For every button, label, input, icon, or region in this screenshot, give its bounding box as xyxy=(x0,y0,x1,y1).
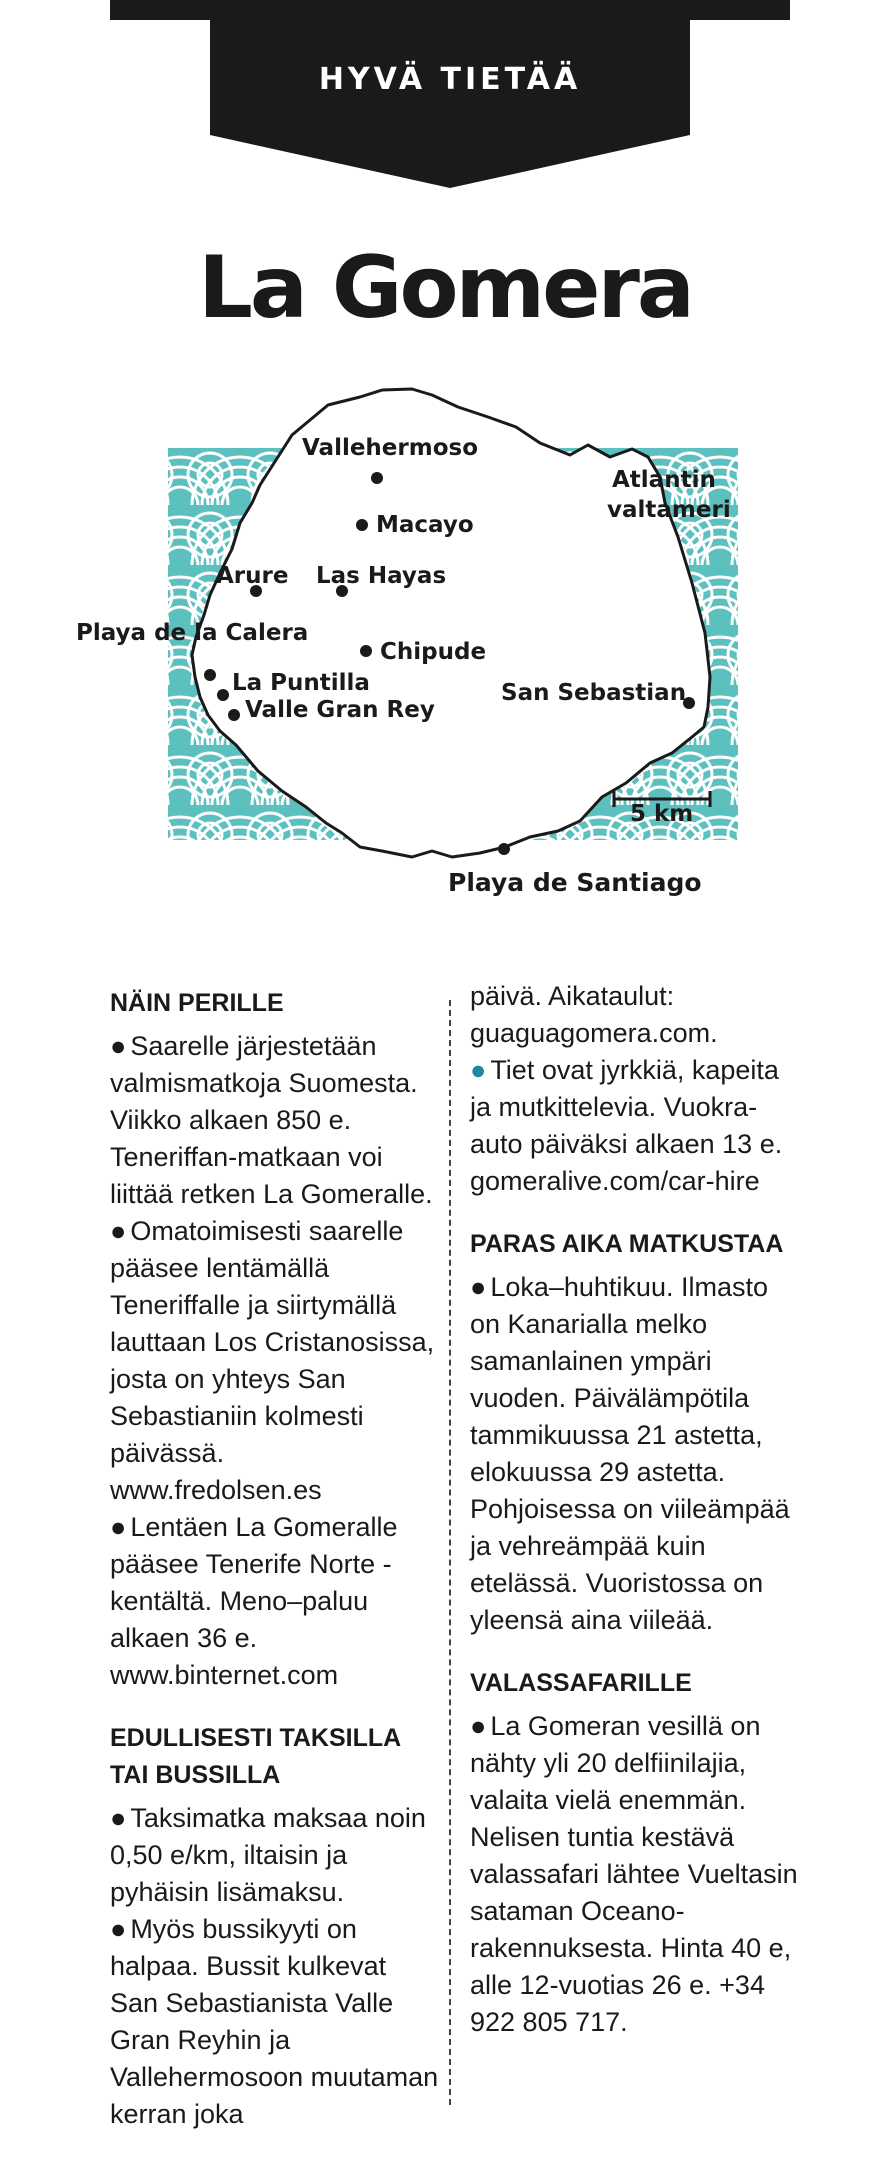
label-las-hayas: Las Hayas xyxy=(316,563,447,589)
right-column xyxy=(470,978,800,2067)
label-vallehermoso: Vallehermoso xyxy=(302,435,479,461)
dot-la-puntilla xyxy=(217,689,229,701)
dot-chipude xyxy=(360,645,372,657)
bullet-dot-icon: ● xyxy=(110,1216,127,1246)
bullet-dot-icon: ● xyxy=(470,1711,487,1741)
section-tiet xyxy=(470,1052,800,1200)
label-playa-de-la-calera: Playa de la Calera xyxy=(76,620,309,646)
label-la-puntilla: La Puntilla xyxy=(232,670,370,696)
dot-playa-de-santiago xyxy=(498,843,510,855)
dot-playa-de-la-calera xyxy=(204,669,216,681)
bullet-paragraph: ● Omatoimisesti saarelle pääsee lentämällä Teneriffalle ja siirtymällä lauttaan Los Cristanosissa, josta on yhteys San Sebastianiin kolmesti päivässä. www.fredolsen.es xyxy=(110,1213,440,1509)
bullet-paragraph: ● Myös bussikyyti on halpaa. Bussit kulkevat San Sebastianista Valle Gran Reyhin ja Vallehermosoon muutaman kerran joka xyxy=(110,1911,440,2133)
section-edullisesti xyxy=(110,1720,440,2133)
section-heading: EDULLISESTI TAKSILLA TAI BUSSILLA xyxy=(110,1724,401,1789)
island-map xyxy=(60,385,760,910)
bullet-paragraph: ● Saarelle järjestetään valmismatkoja Suomesta. Viikko alkaen 850 e. Teneriffan-matkaan voi liittää retken La Gomeralle. xyxy=(110,1028,440,1213)
left-column xyxy=(110,985,440,2159)
section-nain-perille xyxy=(110,985,440,1694)
bullet-paragraph: ● Loka–huhtikuu. Ilmasto on Kanarialla melko samanlainen ympäri vuoden. Päivälämpötila tammikuussa 21 astetta, elokuussa 29 astetta. Pohjoisessa on viileämpää ja vehreämpää kuin etelässä. Vuoristossa on yleensä aina viileää. xyxy=(470,1269,800,1639)
dot-valle-gran-rey xyxy=(228,709,240,721)
bullet-dot-icon: ● xyxy=(470,1272,487,1302)
continued-text: päivä. Aikataulut: guaguagomera.com. xyxy=(470,981,718,1048)
section-valassafarille xyxy=(470,1665,800,2041)
section-heading: VALASSAFARILLE xyxy=(470,1669,692,1697)
dot-vallehermoso xyxy=(371,472,383,484)
ocean-label-line1: Atlantin xyxy=(612,467,716,493)
dot-macayo xyxy=(356,519,368,531)
section-heading: NÄIN PERILLE xyxy=(110,989,284,1017)
bullet-paragraph: ● La Gomeran vesillä on nähty yli 20 delfiinilajia, valaita vielä enemmän. Nelisen tuntia kestävä valassafari lähtee Vueltasin sataman Oceano-rakennuksesta. Hinta 40 e, alle 12-vuotias 26 e. +34 922 805 717. xyxy=(470,1708,800,2041)
bullet-paragraph: ● Lentäen La Gomeralle pääsee Tenerife Norte -kentältä. Meno–paluu alkaen 36 e. www.binternet.com xyxy=(110,1509,440,1694)
section-paras-aika xyxy=(470,1226,800,1639)
label-macayo: Macayo xyxy=(376,512,474,538)
bullet-paragraph: ● Taksimatka maksaa noin 0,50 e/km, iltaisin ja pyhäisin lisämaksu. xyxy=(110,1800,440,1911)
bullet-paragraph: ● Tiet ovat jyrkkiä, kapeita ja mutkittelevia. Vuokra-auto päiväksi alkaen 13 e. gomeralive.com/car-hire xyxy=(470,1052,800,1200)
bullet-dot-icon: ● xyxy=(110,1914,127,1944)
label-arure: Arure xyxy=(216,563,289,589)
bullet-dot-icon: ● xyxy=(470,1055,487,1085)
header-banner xyxy=(0,0,890,200)
label-san-sebastian: San Sebastian xyxy=(501,680,687,706)
label-chipude: Chipude xyxy=(380,639,487,665)
bullet-dot-icon: ● xyxy=(110,1803,127,1833)
ocean-label-line2: valtameri xyxy=(607,497,731,523)
scale-label: 5 km xyxy=(630,801,694,827)
section-heading: PARAS AIKA MATKUSTAA xyxy=(470,1230,784,1258)
label-valle-gran-rey: Valle Gran Rey xyxy=(245,697,435,723)
column-divider xyxy=(449,1000,451,2105)
bullet-dot-icon: ● xyxy=(110,1512,127,1542)
page-title: La Gomera xyxy=(198,238,692,338)
banner-label: HYVÄ TIETÄÄ xyxy=(318,62,582,97)
label-playa-de-santiago: Playa de Santiago xyxy=(448,868,702,897)
bullet-dot-icon: ● xyxy=(110,1031,127,1061)
